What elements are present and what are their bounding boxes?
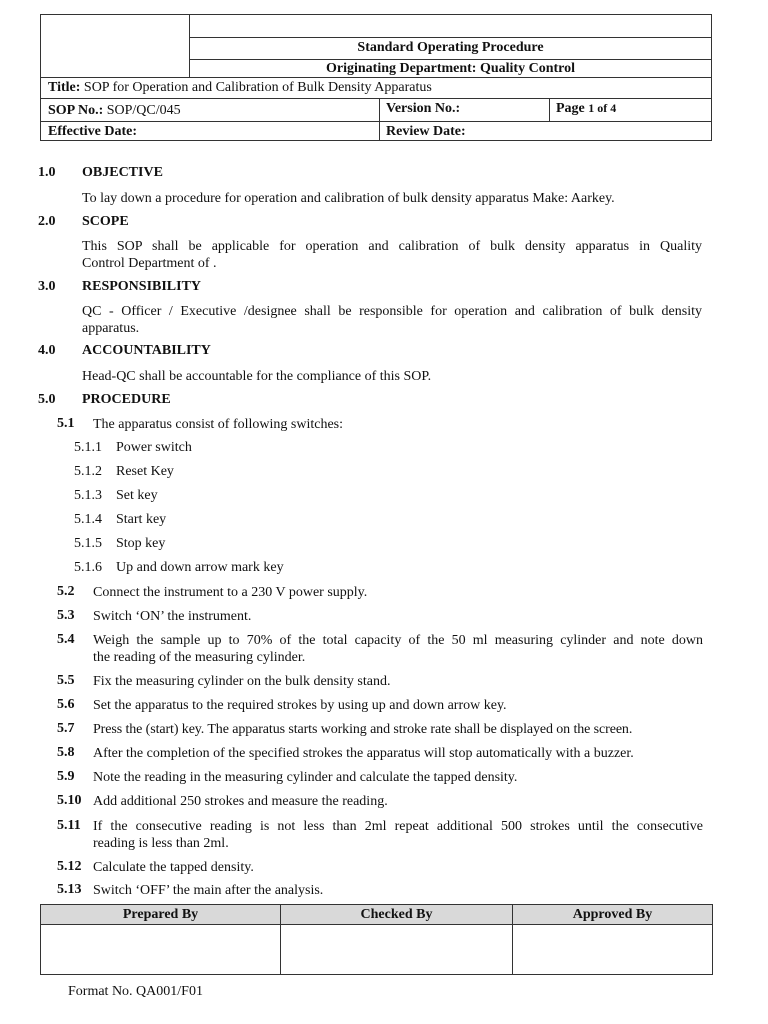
step-text: Note the reading in the measuring cylinder and calculate the tapped density. — [93, 770, 518, 785]
step-text-line1: Weigh the sample up to 70% of the total capacity of the 50 ml measuring cylinder and note down — [93, 633, 703, 648]
switch-number: 5.1.5 — [74, 536, 102, 551]
switch-number: 5.1.1 — [74, 440, 102, 455]
page-label: Page — [556, 101, 585, 116]
switch-number: 5.1.2 — [74, 464, 102, 479]
page-value: 1 of 4 — [588, 101, 617, 115]
scope-text-line2: Control Department of . — [82, 256, 217, 271]
review-date-label: Review Date: — [386, 124, 466, 139]
step-number: 5.11 — [57, 818, 81, 833]
switch-number: 5.1.4 — [74, 512, 102, 527]
section-number: 5.0 — [38, 392, 56, 407]
section-title-accountability: ACCOUNTABILITY — [82, 343, 211, 358]
step-text: Connect the instrument to a 230 V power supply. — [93, 585, 368, 600]
sop-no-label: SOP No.: — [48, 103, 104, 118]
section-title-responsibility: RESPONSIBILITY — [82, 279, 202, 294]
header-table — [40, 14, 712, 141]
sop-no-value: SOP/QC/045 — [106, 103, 181, 118]
step-number: 5.5 — [57, 673, 75, 688]
switch-label: Stop key — [116, 536, 166, 551]
switch-label: Set key — [116, 488, 158, 503]
step-text: Press the (start) key. The apparatus starts working and stroke rate shall be displayed on the screen. — [93, 722, 633, 737]
switch-number: 5.1.3 — [74, 488, 102, 503]
step-number: 5.9 — [57, 769, 75, 784]
step-number: 5.12 — [57, 859, 82, 874]
version-label: Version No.: — [386, 101, 461, 116]
header-line2: Originating Department: Quality Control — [325, 61, 575, 76]
checked-by-label: Checked By — [360, 907, 433, 922]
section-number: 3.0 — [38, 279, 56, 294]
step-text: Switch ‘OFF’ the main after the analysis. — [93, 883, 324, 898]
step-number: 5.7 — [57, 721, 75, 736]
step-text-line1: If the consecutive reading is not less than 2ml repeat additional 500 strokes until the consecutive — [93, 819, 703, 834]
step-text-line2: reading is less than 2ml. — [93, 836, 229, 851]
section-title-objective: OBJECTIVE — [82, 165, 163, 180]
step-number: 5.3 — [57, 608, 75, 623]
checked-by-signature-cell[interactable] — [281, 925, 512, 974]
switch-label: Reset Key — [116, 464, 174, 479]
approved-by-label: Approved By — [572, 907, 653, 922]
step-number: 5.13 — [57, 882, 82, 897]
step-number: 5.2 — [57, 584, 75, 599]
step-text: After the completion of the specified strokes the apparatus will stop automatically with a buzzer. — [93, 746, 634, 761]
section-number: 1.0 — [38, 165, 56, 180]
step-text: The apparatus consist of following switches: — [93, 417, 344, 432]
signature-table — [40, 904, 713, 975]
switch-label: Start key — [116, 512, 167, 527]
section-number: 4.0 — [38, 343, 56, 358]
title-label: Title: — [48, 80, 81, 95]
step-number: 5.1 — [57, 416, 75, 431]
format-number: Format No. QA001/F01 — [68, 984, 203, 999]
switch-number: 5.1.6 — [74, 560, 102, 575]
title-value: SOP for Operation and Calibration of Bulk Density Apparatus — [83, 80, 432, 95]
page-info — [556, 101, 616, 117]
step-text-line2: the reading of the measuring cylinder. — [93, 650, 306, 665]
step-number: 5.6 — [57, 697, 75, 712]
scope-text-line1: This SOP shall be applicable for operation and calibration of bulk density apparatus in Quality — [82, 239, 702, 254]
sop-no-row — [48, 103, 181, 119]
section-title-procedure: PROCEDURE — [82, 392, 171, 407]
section-title-scope: SCOPE — [82, 214, 129, 229]
switch-label: Up and down arrow mark key — [116, 560, 284, 575]
step-number: 5.4 — [57, 632, 75, 647]
switch-label: Power switch — [116, 440, 192, 455]
approved-by-signature-cell[interactable] — [513, 925, 712, 974]
step-number: 5.8 — [57, 745, 75, 760]
accountability-text: Head-QC shall be accountable for the compliance of this SOP. — [82, 369, 432, 384]
step-text: Calculate the tapped density. — [93, 860, 254, 875]
responsibility-text-line2: apparatus. — [82, 321, 140, 336]
responsibility-text-line1: QC - Officer / Executive /designee shall be responsible for operation and calibration of bulk density — [82, 304, 702, 319]
effective-date-label: Effective Date: — [48, 124, 138, 139]
header-line1: Standard Operating Procedure — [357, 40, 544, 55]
title-row — [48, 80, 432, 96]
step-text: Fix the measuring cylinder on the bulk density stand. — [93, 674, 391, 689]
prepared-by-label: Prepared By — [122, 907, 199, 922]
objective-text: To lay down a procedure for operation and calibration of bulk density apparatus Make: Aarkey. — [82, 191, 615, 206]
step-text: Switch ‘ON’ the instrument. — [93, 609, 252, 624]
prepared-by-signature-cell[interactable] — [41, 925, 280, 974]
step-text: Add additional 250 strokes and measure the reading. — [93, 794, 388, 809]
step-text: Set the apparatus to the required strokes by using up and down arrow key. — [93, 698, 507, 713]
step-number: 5.10 — [57, 793, 82, 808]
section-number: 2.0 — [38, 214, 56, 229]
